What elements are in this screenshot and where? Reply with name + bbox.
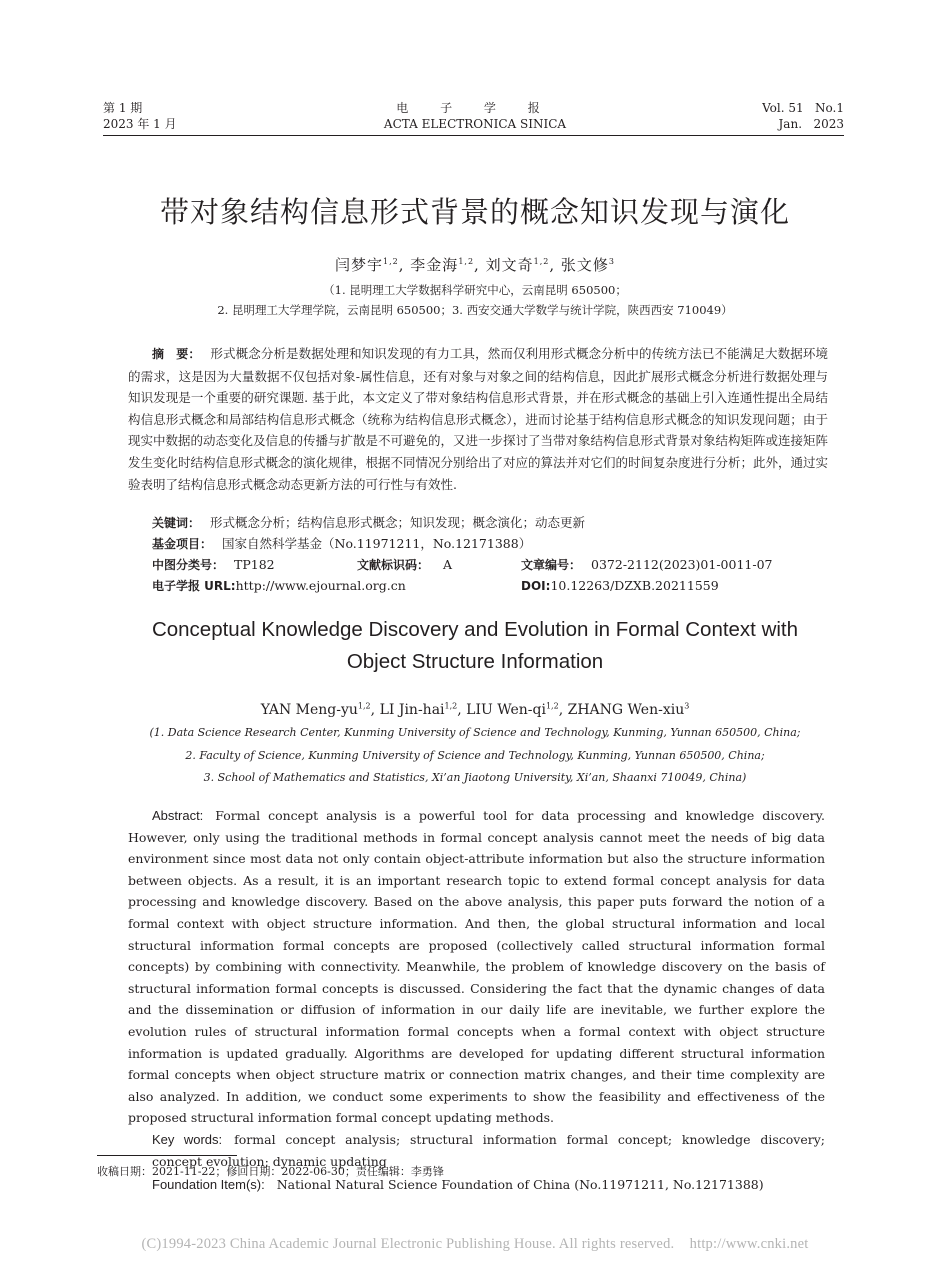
en-author: ZHANG Wen-xiu — [567, 702, 685, 718]
en-abstract — [128, 805, 825, 1196]
cn-doi-text: 10.12263/DZXB.20211559 — [550, 578, 719, 593]
cn-abstract — [128, 343, 828, 495]
en-affiliation-1: (1. Data Science Research Center, Kunming University of Science and Technology, Kunming, Yunnan 650500, China; — [149, 726, 801, 739]
cn-abstract-label: 摘 要： — [152, 347, 201, 361]
en-author-aff: 3 — [684, 701, 690, 711]
cn-doccode — [357, 554, 452, 576]
en-author-aff: 1,2 — [357, 701, 371, 711]
cn-article-no-label: 文章编号： — [521, 558, 582, 572]
cn-author: 刘文奇 — [485, 256, 534, 274]
en-author: YAN Meng-yu — [260, 702, 358, 718]
en-affiliation-3: 3. School of Mathematics and Statistics, Xi’an Jiaotong University, Xi’an, Shaanxi 710049, China) — [203, 771, 747, 784]
cn-doi — [521, 575, 719, 597]
cn-author-aff: 1,2 — [533, 257, 550, 266]
footnote: 收稿日期：2021-11-22；修回日期：2022-06-30；责任编辑：李勇锋 — [97, 1165, 444, 1178]
cn-fund — [152, 533, 832, 555]
date-en: Jan. 2023 — [778, 117, 844, 131]
en-title-line-1: Conceptual Knowledge Discovery and Evolution in Formal Context with — [151, 618, 799, 641]
en-author-aff: 1,2 — [444, 701, 458, 711]
cn-clc-text: TP182 — [234, 557, 275, 572]
cn-abstract-text: 形式概念分析是数据处理和知识发现的有力工具，然而仅利用形式概念分析中的传统方法已不能满足大数据环境的需求，这是因为大量数据不仅包括对象-属性信息，还有对象与对象之间的结构信息，因此扩展形式概念分析进行数据处理与知识发现是一个重要的研究课题. 基于此，本文定义了带对象结构信息形式背景，并在形式概念的基础上引入连通性提出全局结构信息形式概念和局部结构信息形式概念（统称为结构信息形式概念），进而讨论基于结构信息形式概念的知识发现问题；由于现实中数据的动态变化及信息的传播与扩散是不可避免的，又进一步探讨了当带对象结构信息形式背景对象结构矩阵或连接矩阵发生变化时结构信息形式概念的演化规律，根据不同情况分别给出了对应的算法并对它们的时间复杂度进行分析；此外，通过实验表明了结构信息形式概念动态更新方法的可行性与有效性. — [128, 346, 829, 492]
journal-en: ACTA ELECTRONICA SINICA — [383, 117, 567, 131]
cn-article-no-text: 0372-2112(2023)01-0011-07 — [591, 557, 773, 572]
cn-doi-label: DOI: — [521, 579, 551, 593]
en-title-line-2: Object Structure Information — [346, 650, 604, 673]
en-keywords-label: Key words: — [152, 1131, 223, 1147]
cn-author-aff: 1,2 — [383, 257, 399, 266]
cn-author-aff: 3 — [608, 257, 615, 266]
cn-author: 张文修 — [560, 256, 609, 274]
en-author: LIU Wen-qi — [466, 702, 546, 718]
cn-doccode-label: 文献标识码： — [357, 558, 430, 572]
cn-clc-label: 中图分类号： — [152, 558, 225, 572]
date-cn: 2023 年 1 月 — [103, 117, 177, 131]
volume: Vol. 51 No.1 — [762, 101, 844, 115]
issue-cn: 第 1 期 — [103, 101, 143, 115]
cn-fund-text: 国家自然科学基金（No.11971211，No.12171388） — [222, 536, 532, 551]
cn-affiliation-1: （1. 昆明理工大学数据科学研究中心，云南昆明 650500； — [323, 283, 627, 297]
cn-url — [152, 575, 406, 597]
cn-keywords-label: 关键词： — [152, 516, 201, 530]
cn-clc — [152, 554, 275, 576]
en-title — [0, 614, 950, 678]
en-authors: YAN Meng-yu$^{1,2}$, LI Jin-hai$^{1,2}$, LIU Wen-qi$^{1,2}$, ZHANG Wen-xiu$^3$ — [260, 701, 690, 718]
cn-url-label: 电子学报 URL: — [152, 579, 236, 593]
cn-author: 闫梦宇 — [335, 256, 384, 274]
en-author: LI Jin-hai — [379, 702, 445, 718]
cn-authors: 闫梦宇$^{1,2}$, 李金海$^{1,2}$, 刘文奇$^{1,2}$, 张文修$^3$ — [335, 256, 615, 274]
cn-article-no — [521, 554, 773, 576]
copyright-watermark: (C)1994-2023 China Academic Journal Electronic Publishing House. All rights reserved. http://www.cnki.net — [141, 1236, 809, 1252]
cn-keywords — [152, 512, 832, 534]
header-rule — [103, 135, 844, 136]
cn-title: 带对象结构信息形式背景的概念知识发现与演化 — [159, 195, 790, 229]
cn-fund-label: 基金项目： — [152, 537, 213, 551]
cn-doccode-text: A — [443, 557, 453, 572]
cn-keywords-text: 形式概念分析；结构信息形式概念；知识发现；概念演化；动态更新 — [210, 515, 586, 530]
header-right — [762, 100, 844, 132]
cn-affiliation-2: 2. 昆明理工大学理学院，云南昆明 650500；3. 西安交通大学数学与统计学院，陕西西安 710049） — [217, 303, 733, 317]
journal-cn: 电 子 学 报 — [396, 101, 554, 115]
en-keywords-text: formal concept analysis; structural information formal concept; knowledge discovery; concept evolution; dynamic updating — [152, 1131, 825, 1169]
en-abstract-label: Abstract: — [152, 808, 204, 823]
en-abstract-text: Formal concept analysis is a powerful tool for data processing and knowledge discovery. However, only using the traditional methods in formal concept analysis cannot meet the needs of big data environment since most data not only contain object-attribute information but also the structure information between objects. As a result, it is an important research topic to extend formal concept analysis for data processing and knowledge discovery. Based on the above analysis, this paper puts forward the notion of a formal context with object structure information. And then, the global structural information and local structural information formal concepts are proposed (collectively called structural information formal concepts) by combining with connectivity. Meanwhile, the problem of knowledge discovery on the basis of structural information formal concepts is discussed. Considering the fact that the dynamic changes of data and the dissemination or diffusion of information in our daily life are inevitable, we further explore the evolution rules of structural information formal concepts when a formal context with object structure information is updated gradually. Algorithms are developed for updating different structural information formal concepts when object structure matrix or connection matrix changes, and their time complexity are also analyzed. In addition, we conduct some experiments to show the feasibility and effectiveness of the proposed structural information formal concept updating methods. — [128, 808, 825, 1126]
en-fund-text: National Natural Science Foundation of China (No.11971211, No.12171388) — [276, 1177, 764, 1193]
cn-url-text: http://www.ejournal.org.cn — [235, 578, 406, 593]
en-author-aff: 1,2 — [545, 701, 559, 711]
cn-author: 李金海 — [410, 256, 459, 274]
cn-author-aff: 1,2 — [458, 257, 475, 266]
footnote-rule — [97, 1155, 237, 1156]
en-fund-label: Foundation Item(s): — [152, 1177, 265, 1193]
en-affiliation-2: 2. Faculty of Science, Kunming University of Science and Technology, Kunming, Yunnan 650500, China; — [185, 749, 765, 762]
